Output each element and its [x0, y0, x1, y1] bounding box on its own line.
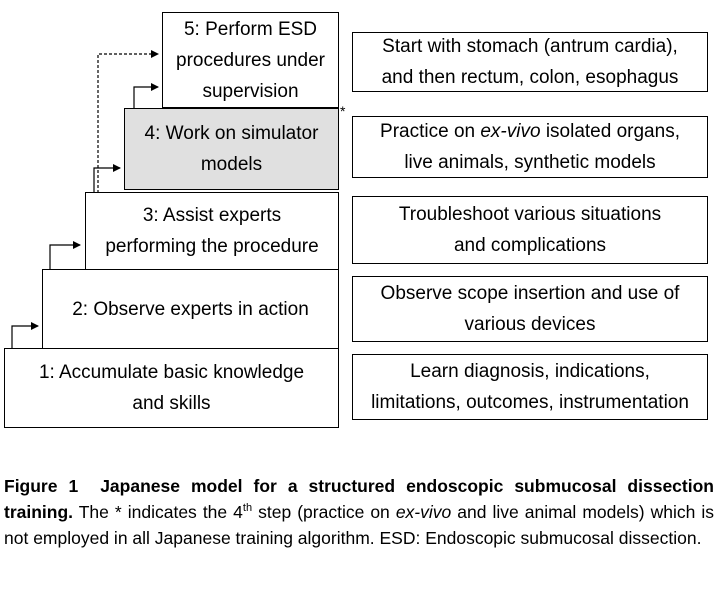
note-step-5 — [352, 32, 708, 92]
arrow-step1-to-step2 — [12, 326, 38, 348]
step-3-line2: performing the procedure — [105, 236, 319, 257]
note-5-line1: Start with stomach (antrum cardia), — [382, 36, 678, 57]
caption-em: ex-vivo — [395, 502, 452, 522]
note-step-1 — [352, 354, 708, 420]
note-4-line2: live animals, synthetic models — [404, 152, 656, 173]
step-5-line2: procedures under — [176, 49, 325, 71]
step-2-box — [42, 269, 339, 349]
note-step-4 — [352, 116, 708, 178]
step-4-line1: 4: Work on simulator — [144, 123, 319, 144]
figure-caption — [4, 473, 714, 551]
step-5-line1: 5: Perform ESD — [183, 18, 318, 40]
caption-text1: The * indicates the 4 — [73, 502, 243, 522]
arrow-step2-to-step3 — [50, 245, 80, 269]
step-3-line1: 3: Assist experts — [142, 205, 282, 226]
note-2-line2: various devices — [464, 314, 596, 335]
note-step-2 — [352, 276, 708, 342]
step-5-box — [162, 12, 339, 108]
note-4-line1-em: ex-vivo — [480, 121, 541, 142]
step-2-line1: 2: Observe experts in action — [72, 298, 309, 320]
caption-text3: and live animal models) which is not employed in all Japanese training algorithm. ESD: Endoscopic submucosal dissection. — [4, 502, 714, 548]
step-1-box — [4, 348, 339, 428]
note-3-line1: Troubleshoot various situations — [398, 204, 662, 225]
caption-text2: step (practice on — [252, 502, 396, 522]
arrow-step4-to-step5 — [134, 87, 158, 108]
note-2-line1: Observe scope insertion and use of — [380, 283, 680, 304]
note-1-line2: limitations, outcomes, instrumentation — [371, 392, 689, 413]
step-4-box — [124, 108, 339, 190]
note-step-3 — [352, 196, 708, 264]
note-4-line1-post: isolated organs, — [540, 121, 680, 142]
caption-title: Japanese model for a structured endoscopic submucosal dissection training. — [4, 476, 714, 522]
asterisk-mark: * — [340, 103, 346, 119]
step-4-line2: models — [200, 154, 263, 175]
note-4-line1-pre: Practice on — [380, 121, 481, 142]
caption-label: Figure 1 — [4, 476, 79, 496]
step-5-line3: supervision — [202, 80, 299, 102]
note-1-line1: Learn diagnosis, indications, — [410, 361, 650, 382]
step-1-line2: and skills — [132, 393, 211, 414]
step-3-box — [85, 192, 339, 270]
note-4-line1 — [380, 116, 680, 147]
note-5-line2: and then rectum, colon, esophagus — [381, 67, 679, 88]
caption-sup: th — [242, 502, 253, 515]
step-1-line1: 1: Accumulate basic knowledge — [38, 362, 305, 383]
note-3-line2: and complications — [453, 235, 607, 256]
